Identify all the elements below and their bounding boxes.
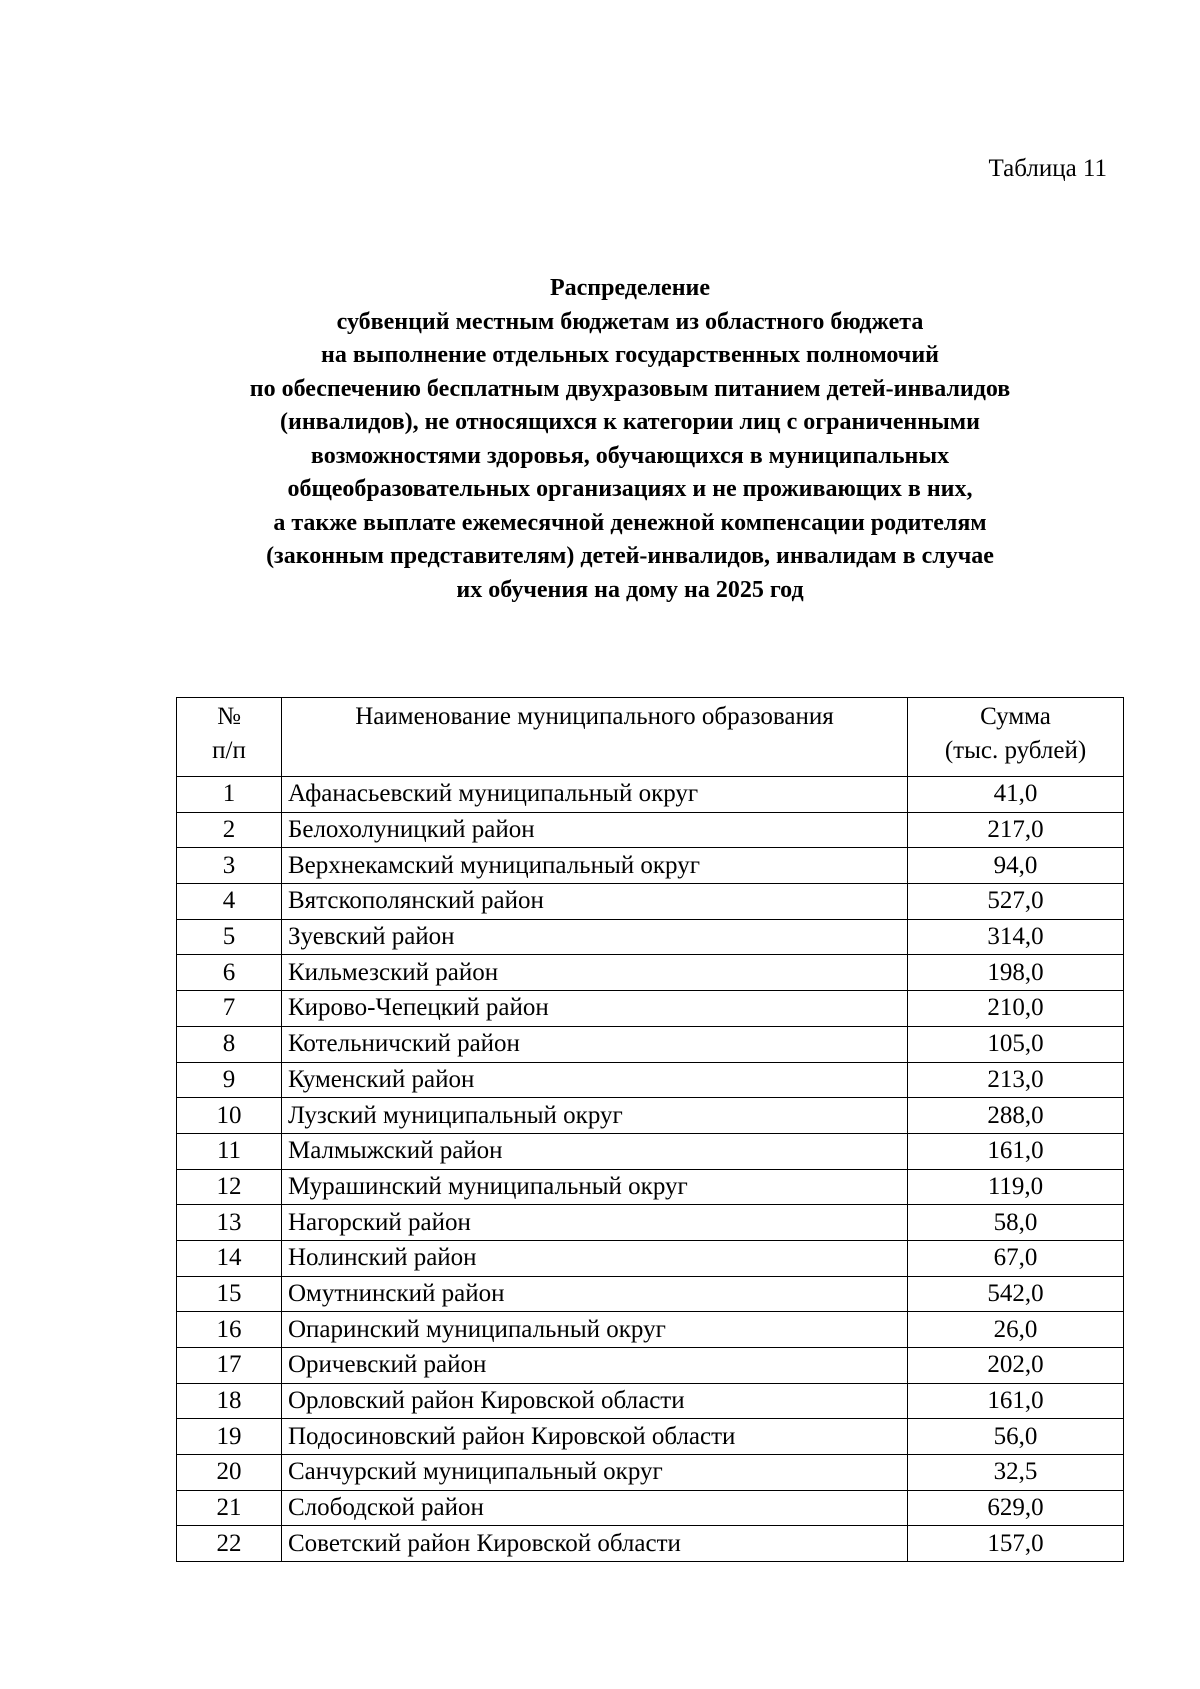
municipality-name: Афанасьевский муниципальный округ bbox=[282, 777, 908, 813]
header-sum-unit: (тыс. рублей) bbox=[944, 737, 1087, 764]
title-line: субвенций местным бюджетам из областного бюджета bbox=[336, 308, 924, 335]
municipality-name: Омутнинский район bbox=[282, 1276, 908, 1312]
subvention-amount: 105,0 bbox=[908, 1026, 1124, 1062]
municipality-name: Куменский район bbox=[282, 1062, 908, 1098]
municipality-name: Санчурский муниципальный округ bbox=[282, 1455, 908, 1491]
municipality-name: Котельничский район bbox=[282, 1026, 908, 1062]
title-line: их обучения на дому на 2025 год bbox=[456, 576, 804, 603]
table-row bbox=[177, 1240, 1124, 1276]
municipality-name: Опаринский муниципальный округ bbox=[282, 1312, 908, 1348]
subvention-amount: 119,0 bbox=[908, 1169, 1124, 1205]
row-number: 19 bbox=[177, 1419, 282, 1455]
table-row bbox=[177, 1312, 1124, 1348]
row-number: 21 bbox=[177, 1490, 282, 1526]
municipality-name: Слободской район bbox=[282, 1490, 908, 1526]
subvention-amount: 217,0 bbox=[908, 812, 1124, 848]
title-line: Распределение bbox=[549, 275, 711, 301]
table-row bbox=[177, 1490, 1124, 1526]
row-number: 14 bbox=[177, 1240, 282, 1276]
header-number bbox=[177, 698, 282, 777]
row-number: 22 bbox=[177, 1526, 282, 1562]
table-row bbox=[177, 1169, 1124, 1205]
table-row bbox=[177, 884, 1124, 920]
subvention-amount: 527,0 bbox=[908, 884, 1124, 920]
table-row bbox=[177, 1419, 1124, 1455]
subvention-amount: 288,0 bbox=[908, 1098, 1124, 1134]
subvention-amount: 58,0 bbox=[908, 1205, 1124, 1241]
municipality-name: Кирово-Чепецкий район bbox=[282, 991, 908, 1027]
subvention-amount: 161,0 bbox=[908, 1133, 1124, 1169]
row-number: 20 bbox=[177, 1455, 282, 1491]
subvention-amount: 26,0 bbox=[908, 1312, 1124, 1348]
subvention-amount: 161,0 bbox=[908, 1383, 1124, 1419]
municipality-name: Верхнекамский муниципальный округ bbox=[282, 848, 908, 884]
row-number: 3 bbox=[177, 848, 282, 884]
document-title bbox=[150, 272, 1110, 607]
subvention-amount: 157,0 bbox=[908, 1526, 1124, 1562]
subvention-amount: 210,0 bbox=[908, 991, 1124, 1027]
table-row bbox=[177, 1276, 1124, 1312]
municipality-name: Лузский муниципальный округ bbox=[282, 1098, 908, 1134]
municipality-name: Малмыжский район bbox=[282, 1133, 908, 1169]
row-number: 7 bbox=[177, 991, 282, 1027]
row-number: 6 bbox=[177, 955, 282, 991]
row-number: 5 bbox=[177, 919, 282, 955]
row-number: 1 bbox=[177, 777, 282, 813]
subvention-amount: 94,0 bbox=[908, 848, 1124, 884]
table-row bbox=[177, 1526, 1124, 1562]
table-row bbox=[177, 1348, 1124, 1384]
header-name bbox=[282, 698, 908, 777]
row-number: 4 bbox=[177, 884, 282, 920]
municipality-name: Зуевский район bbox=[282, 919, 908, 955]
header-sum-label: Сумма bbox=[980, 703, 1051, 730]
header-sum bbox=[908, 698, 1124, 777]
table-row bbox=[177, 1133, 1124, 1169]
header-name-label: Наименование муниципального образования bbox=[355, 703, 834, 730]
title-line: (законным представителям) детей-инвалидов, инвалидам в случае bbox=[266, 543, 994, 569]
row-number: 13 bbox=[177, 1205, 282, 1241]
row-number: 17 bbox=[177, 1348, 282, 1384]
title-line: на выполнение отдельных государственных полномочий bbox=[321, 342, 939, 368]
header-number-symbol: № bbox=[217, 703, 241, 730]
row-number: 8 bbox=[177, 1026, 282, 1062]
table-row bbox=[177, 812, 1124, 848]
municipality-name: Кильмезский район bbox=[282, 955, 908, 991]
municipality-name: Мурашинский муниципальный округ bbox=[282, 1169, 908, 1205]
municipality-name: Нолинский район bbox=[282, 1240, 908, 1276]
municipality-name: Нагорский район bbox=[282, 1205, 908, 1241]
row-number: 16 bbox=[177, 1312, 282, 1348]
title-line: общеобразовательных организациях и не проживающих в них, bbox=[287, 476, 973, 502]
title-line: (инвалидов), не относящихся к категории лиц с ограниченными bbox=[280, 409, 980, 435]
municipality-name: Подосиновский район Кировской области bbox=[282, 1419, 908, 1455]
subvention-amount: 198,0 bbox=[908, 955, 1124, 991]
row-number: 10 bbox=[177, 1098, 282, 1134]
table-row bbox=[177, 991, 1124, 1027]
row-number: 9 bbox=[177, 1062, 282, 1098]
municipality-name: Орловский район Кировской области bbox=[282, 1383, 908, 1419]
table-row bbox=[177, 919, 1124, 955]
row-number: 12 bbox=[177, 1169, 282, 1205]
subvention-amount: 56,0 bbox=[908, 1419, 1124, 1455]
subvention-distribution-table bbox=[176, 697, 1124, 1562]
subvention-amount: 202,0 bbox=[908, 1348, 1124, 1384]
table-row bbox=[177, 848, 1124, 884]
row-number: 11 bbox=[177, 1133, 282, 1169]
table-header-row bbox=[177, 698, 1124, 777]
subvention-amount: 32,5 bbox=[908, 1455, 1124, 1491]
municipality-name: Советский район Кировской области bbox=[282, 1526, 908, 1562]
table-row bbox=[177, 1383, 1124, 1419]
subvention-amount: 629,0 bbox=[908, 1490, 1124, 1526]
table-body bbox=[177, 777, 1124, 1562]
subvention-amount: 41,0 bbox=[908, 777, 1124, 813]
table-row bbox=[177, 1098, 1124, 1134]
row-number: 18 bbox=[177, 1383, 282, 1419]
subvention-amount: 213,0 bbox=[908, 1062, 1124, 1098]
title-line: а также выплате ежемесячной денежной компенсации родителям bbox=[273, 509, 987, 536]
subvention-amount: 314,0 bbox=[908, 919, 1124, 955]
table-row bbox=[177, 1062, 1124, 1098]
title-line: возможностями здоровья, обучающихся в муниципальных bbox=[310, 442, 950, 469]
table-number-label: Таблица 11 bbox=[988, 155, 1107, 182]
subvention-amount: 542,0 bbox=[908, 1276, 1124, 1312]
table-row bbox=[177, 777, 1124, 813]
table-row bbox=[177, 1455, 1124, 1491]
municipality-name: Вятскополянский район bbox=[282, 884, 908, 920]
table-row bbox=[177, 1205, 1124, 1241]
municipality-name: Белохолуницкий район bbox=[282, 812, 908, 848]
subvention-amount: 67,0 bbox=[908, 1240, 1124, 1276]
row-number: 15 bbox=[177, 1276, 282, 1312]
title-line: по обеспечению бесплатным двухразовым питанием детей-инвалидов bbox=[249, 375, 1011, 402]
municipality-name: Оричевский район bbox=[282, 1348, 908, 1384]
table-row bbox=[177, 955, 1124, 991]
row-number: 2 bbox=[177, 812, 282, 848]
header-number-abbrev: п/п bbox=[212, 737, 246, 764]
table-row bbox=[177, 1026, 1124, 1062]
